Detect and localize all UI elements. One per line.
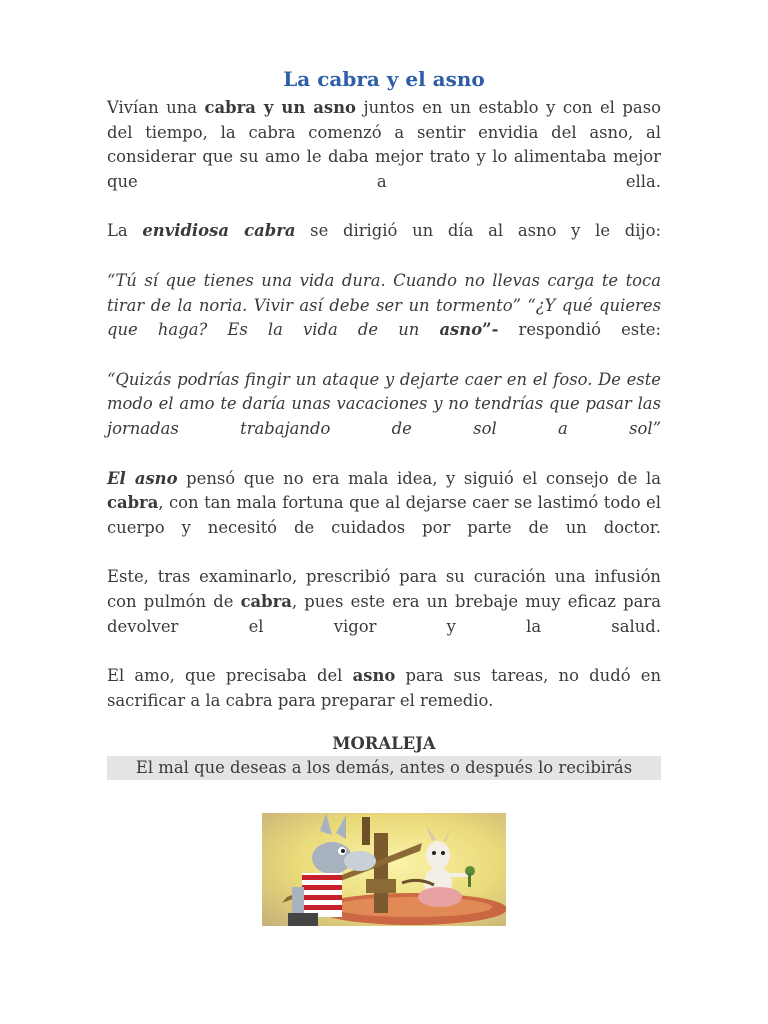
moral-text: El mal que deseas a los demás, antes o después lo recibirás — [107, 756, 661, 780]
document-page — [107, 64, 661, 780]
story-illustration — [262, 813, 506, 926]
moral-heading: MORALEJA — [332, 734, 436, 754]
paragraph-3: “Tú sí que tienes una vida dura. Cuando no llevas carga te toca tirar de la noria. Vivir así debe ser un tormento” “¿Y qué quieres que haga? Es la vida de un asno”- respondió este: — [107, 270, 662, 340]
paragraph-5: El asno pensó que no era mala idea, y siguió el consejo de la cabra, con tan mala fortuna que al dejarse caer se lastimó todo el cuerpo y necesitó de cuidados por parte de un doctor. — [107, 468, 661, 537]
paragraph-2: La envidiosa cabra se dirigió un día al asno y le dijo: — [107, 221, 661, 241]
paragraph-7: El amo, que precisaba del asno para sus tareas, no dudó en sacrificar a la cabra para preparar el remedio. — [107, 666, 662, 710]
paragraph-6: Este, tras examinarlo, prescribió para su curación una infusión con pulmón de cabra, pues este era un brebaje muy eficaz para devolver el vigor y la salud. — [107, 567, 661, 636]
paragraph-4: “Quizás podrías fingir un ataque y dejarte caer en el foso. De este modo el amo te daría unas vacaciones y no tendrías que pasar las jornadas trabajando de sol a sol” — [107, 369, 661, 438]
story-title: La cabra y el asno — [283, 67, 485, 91]
paragraph-1: Vivían una cabra y un asno juntos en un establo y con el paso del tiempo, la cabra comenzó a sentir envidia del asno, al considerar que su amo le daba mejor trato y lo alimentaba mejor que a ella. — [107, 98, 661, 191]
